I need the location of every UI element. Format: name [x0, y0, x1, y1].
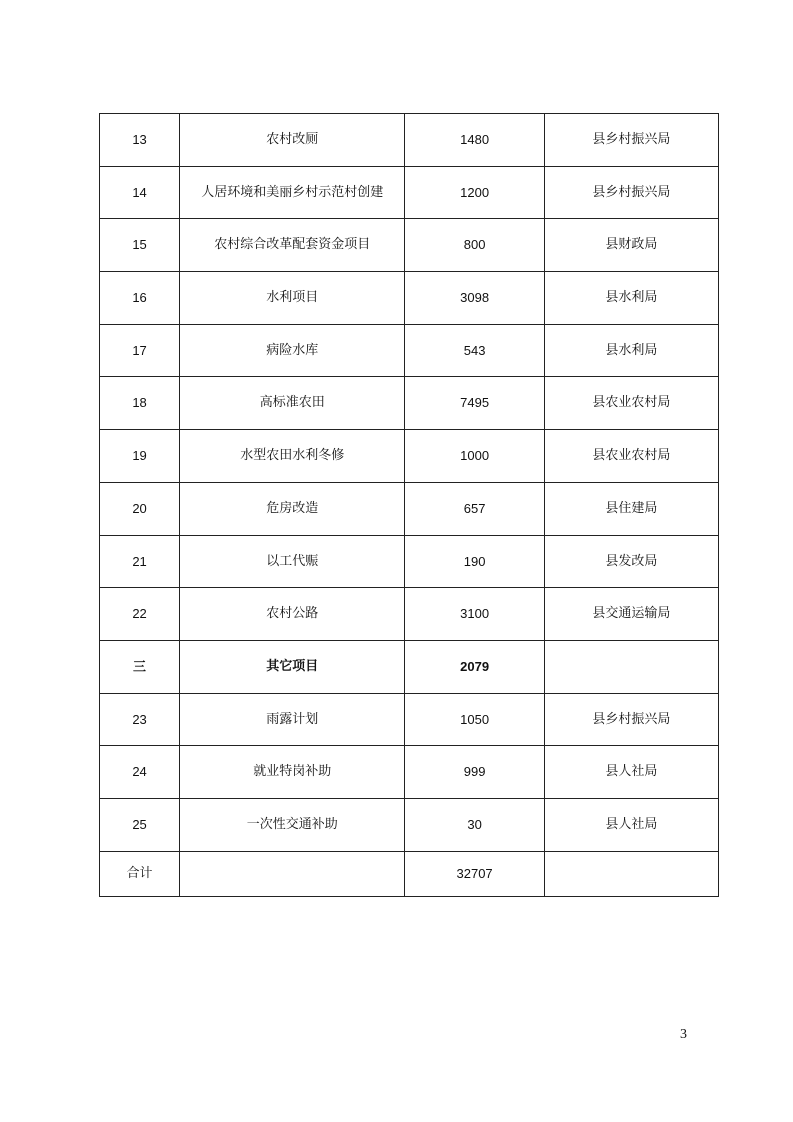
- item-name-cell: 人居环境和美丽乡村示范村创建: [180, 166, 405, 219]
- department-cell: 县农业农村局: [544, 377, 718, 430]
- table-row: [100, 272, 719, 325]
- department-cell: 县水利局: [544, 272, 718, 325]
- department-cell: 县农业农村局: [544, 430, 718, 483]
- department-cell: 县水利局: [544, 324, 718, 377]
- table-row: [100, 114, 719, 167]
- amount-cell: 543: [405, 324, 544, 377]
- section-row: [100, 640, 719, 693]
- row-number-cell: 23: [100, 693, 180, 746]
- amount-cell: 3100: [405, 588, 544, 641]
- amount-cell: 999: [405, 746, 544, 799]
- item-name-cell: 水型农田水利冬修: [180, 430, 405, 483]
- item-name-cell: 一次性交通补助: [180, 798, 405, 851]
- row-number-cell: 22: [100, 588, 180, 641]
- amount-cell: 1050: [405, 693, 544, 746]
- row-number-cell: 21: [100, 535, 180, 588]
- item-name-cell: 农村改厕: [180, 114, 405, 167]
- table-row: [100, 798, 719, 851]
- amount-cell: 1480: [405, 114, 544, 167]
- row-number-cell: 20: [100, 482, 180, 535]
- department-cell: 县交通运输局: [544, 588, 718, 641]
- row-number-cell: 18: [100, 377, 180, 430]
- table-row: [100, 166, 719, 219]
- department-cell: 县住建局: [544, 482, 718, 535]
- table-row: [100, 746, 719, 799]
- table-body: [100, 114, 719, 897]
- amount-cell: 7495: [405, 377, 544, 430]
- department-cell: 县发改局: [544, 535, 718, 588]
- row-number-cell: 16: [100, 272, 180, 325]
- department-cell: 县人社局: [544, 746, 718, 799]
- table-row: [100, 430, 719, 483]
- item-name-cell: 农村综合改革配套资金项目: [180, 219, 405, 272]
- table-row: [100, 535, 719, 588]
- item-name-cell: 病险水库: [180, 324, 405, 377]
- amount-cell: 30: [405, 798, 544, 851]
- amount-cell: 800: [405, 219, 544, 272]
- department-cell: 县乡村振兴局: [544, 166, 718, 219]
- table-row: [100, 377, 719, 430]
- department-cell: 县乡村振兴局: [544, 114, 718, 167]
- item-name-cell: 高标准农田: [180, 377, 405, 430]
- item-name-cell: 水利项目: [180, 272, 405, 325]
- item-name-cell: 农村公路: [180, 588, 405, 641]
- row-number-cell: 15: [100, 219, 180, 272]
- total-item-cell: [180, 851, 405, 896]
- item-name-cell: 危房改造: [180, 482, 405, 535]
- table-row: [100, 324, 719, 377]
- total-amount-cell: 32707: [405, 851, 544, 896]
- department-cell: 县人社局: [544, 798, 718, 851]
- table-row: [100, 693, 719, 746]
- amount-cell: 3098: [405, 272, 544, 325]
- amount-cell: 2079: [405, 640, 544, 693]
- page-number: 3: [680, 1027, 687, 1042]
- row-number-cell: 19: [100, 430, 180, 483]
- row-number-cell: 三: [100, 640, 180, 693]
- department-cell: 县乡村振兴局: [544, 693, 718, 746]
- item-name-cell: 以工代赈: [180, 535, 405, 588]
- row-number-cell: 14: [100, 166, 180, 219]
- row-number-cell: 17: [100, 324, 180, 377]
- item-name-cell: 就业特岗补助: [180, 746, 405, 799]
- table-row: [100, 482, 719, 535]
- amount-cell: 190: [405, 535, 544, 588]
- table-row: [100, 219, 719, 272]
- row-number-cell: 25: [100, 798, 180, 851]
- item-name-cell: 其它项目: [180, 640, 405, 693]
- funding-table: [99, 113, 719, 897]
- row-number-cell: 24: [100, 746, 180, 799]
- department-cell: [544, 640, 718, 693]
- table-row: [100, 588, 719, 641]
- amount-cell: 1200: [405, 166, 544, 219]
- total-label-cell: 合计: [100, 851, 180, 896]
- total-row: [100, 851, 719, 896]
- amount-cell: 1000: [405, 430, 544, 483]
- row-number-cell: 13: [100, 114, 180, 167]
- item-name-cell: 雨露计划: [180, 693, 405, 746]
- department-cell: 县财政局: [544, 219, 718, 272]
- amount-cell: 657: [405, 482, 544, 535]
- total-department-cell: [544, 851, 718, 896]
